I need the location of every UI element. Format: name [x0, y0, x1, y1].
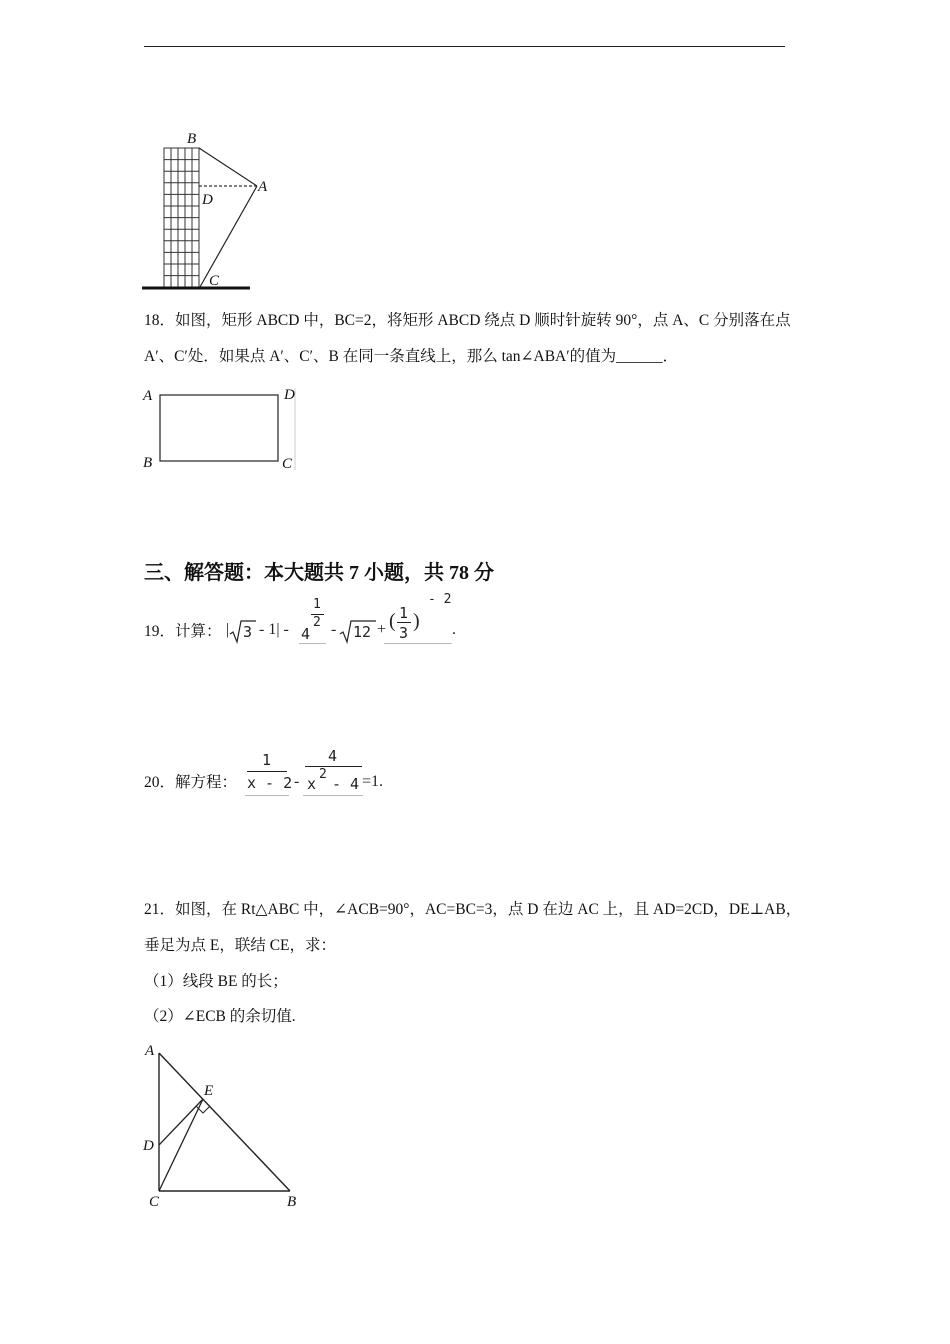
frac1-numerator: 1: [262, 751, 272, 769]
label-D: D: [143, 1138, 154, 1154]
q18-line1: 18．如图，矩形 ABCD 中，BC=2，将矩形 ABCD 绕点 D 顺时针旋转 90°，点 A、C 分别落在点: [144, 312, 791, 329]
label-C: C: [282, 456, 293, 472]
q21-part1: （1）线段 BE 的长；: [144, 973, 288, 990]
label-B: B: [143, 455, 153, 471]
sqrt12-radicand: 12: [353, 623, 372, 641]
frac2-den-rest: - 4: [332, 775, 360, 793]
paren-open: (: [389, 610, 396, 632]
minus-sign: -: [331, 621, 337, 638]
equals-one: =1.: [362, 773, 384, 790]
q19-prefix: 19．计算：: [144, 623, 222, 640]
q21-line2: 垂足为点 E，联结 CE，求：: [144, 937, 337, 954]
frac1-denominator: x - 2: [247, 774, 293, 792]
label-B: B: [287, 1194, 297, 1210]
frac2-numerator: 4: [328, 747, 338, 765]
building-figure: [140, 126, 280, 294]
plus-sign: +: [377, 621, 387, 638]
power-exp-den: 2: [313, 615, 321, 630]
rectangle-figure: [140, 382, 305, 474]
frac2-den-x: x: [307, 775, 317, 793]
label-A: A: [145, 1043, 155, 1059]
paren-close: ): [413, 610, 420, 632]
minus-one-abs: - 1| -: [259, 621, 289, 638]
label-E: E: [204, 1083, 214, 1099]
end-period: .: [452, 621, 456, 638]
label-B: B: [187, 131, 197, 147]
q21-line1: 21．如图，在 Rt△ABC 中，∠ACB=90°，AC=BC=3，点 D 在边 AC 上，且 AD=2CD，DE⊥AB，: [144, 901, 802, 918]
q18-line2: A′、C′处．如果点 A′、C′、B 在同一条直线上，那么 tan∠ABA′的值为______．: [144, 348, 679, 365]
power-base: 4: [301, 625, 311, 643]
frac1-bar: [247, 771, 287, 772]
label-A: A: [258, 179, 268, 195]
fraction-numerator: 1: [399, 604, 409, 622]
q20-prefix: 20．解方程：: [144, 774, 238, 791]
triangle-figure: [140, 1036, 310, 1212]
power-exp-num: 1: [313, 597, 321, 612]
label-A: A: [143, 388, 153, 404]
power-edit-underline: [299, 643, 326, 644]
fraction-edit-underline: [384, 643, 452, 644]
fraction-exponent: - 2: [428, 592, 452, 607]
fraction-bar: [397, 622, 411, 623]
header-rule: [144, 46, 785, 47]
frac2-bar: [305, 766, 362, 767]
section-heading: 三、解答题：本大题共 7 小题，共 78 分: [144, 562, 494, 584]
minus-sign: -: [294, 773, 300, 790]
frac1-edit-underline: [245, 795, 289, 796]
fraction-denominator: 3: [399, 624, 409, 642]
q21-part2: （2）∠ECB 的余切值.: [144, 1008, 296, 1025]
frac2-den-exp: 2: [319, 767, 327, 782]
label-D: D: [202, 192, 213, 208]
label-C: C: [149, 1194, 160, 1210]
abs-open: |: [226, 621, 230, 638]
label-C: C: [209, 273, 220, 289]
label-D: D: [284, 387, 295, 403]
frac2-edit-underline: [303, 795, 363, 796]
sqrt3-radicand: 3: [243, 623, 253, 641]
